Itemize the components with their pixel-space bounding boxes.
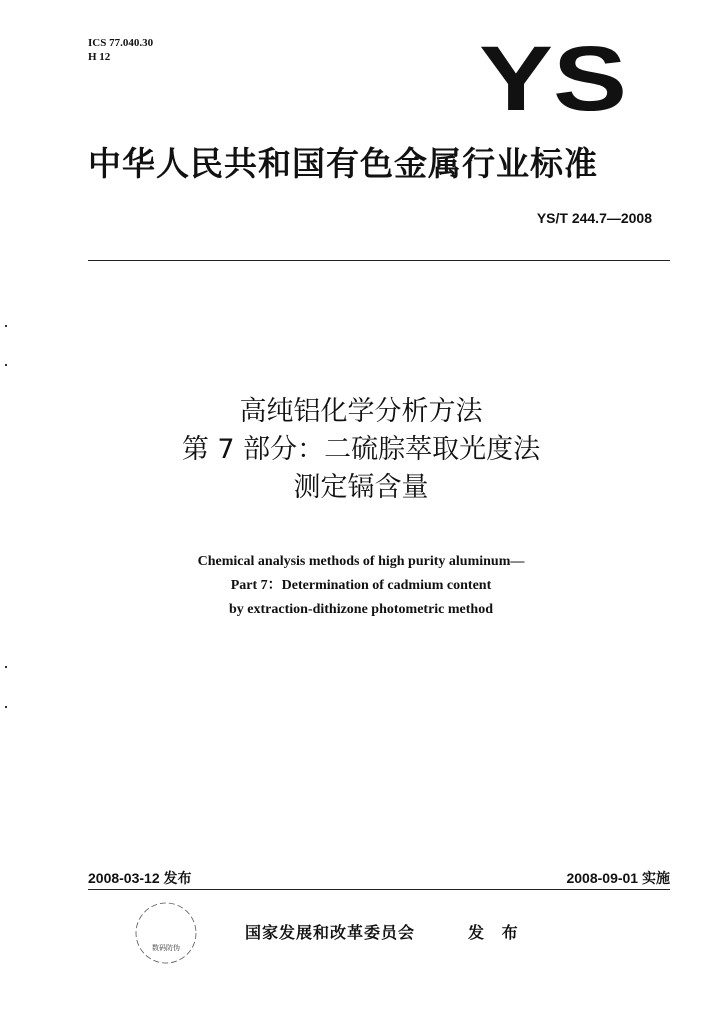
anti-counterfeit-seal-icon bbox=[133, 900, 199, 966]
top-divider bbox=[88, 260, 670, 261]
ys-logo bbox=[478, 36, 628, 116]
chinese-title-line-1: 高纯铝化学分析方法 bbox=[239, 396, 483, 427]
implement-date: 2008-09-01 实施 bbox=[566, 870, 670, 886]
logo-text: YS bbox=[479, 36, 627, 116]
english-title-line-2: Part 7：Determination of cadmium content bbox=[230, 578, 492, 593]
margin-dot bbox=[5, 364, 7, 366]
english-title-line-1: Chemical analysis methods of high purity aluminum— bbox=[197, 554, 525, 569]
standard-number: YS/T 244.7—2008 bbox=[536, 210, 652, 226]
margin-dot bbox=[5, 325, 7, 327]
bottom-divider bbox=[88, 889, 670, 890]
english-title-line-3: by extraction-dithizone photometric method bbox=[228, 602, 494, 617]
margin-dot bbox=[5, 666, 7, 668]
chinese-title-line-3: 测定镉含量 bbox=[293, 472, 429, 503]
publish-label: 发 布 bbox=[468, 923, 524, 942]
seal-text: 数码防伪 bbox=[152, 944, 180, 952]
issue-date: 2008-03-12 发布 bbox=[88, 870, 192, 886]
margin-dot bbox=[5, 706, 7, 708]
issuing-authority: 国家发展和改革委员会 bbox=[245, 923, 416, 942]
chinese-title-line-2: 第 7 部分：二硫腙萃取光度法 bbox=[181, 434, 541, 465]
organization-title: 中华人民共和国有色金属行业标准 bbox=[88, 144, 598, 183]
chinese-title bbox=[0, 393, 722, 507]
english-title bbox=[0, 550, 722, 622]
classification-codes bbox=[88, 36, 153, 64]
ccs-code: H 12 bbox=[88, 51, 111, 63]
ics-code: ICS 77.040.30 bbox=[88, 37, 154, 49]
